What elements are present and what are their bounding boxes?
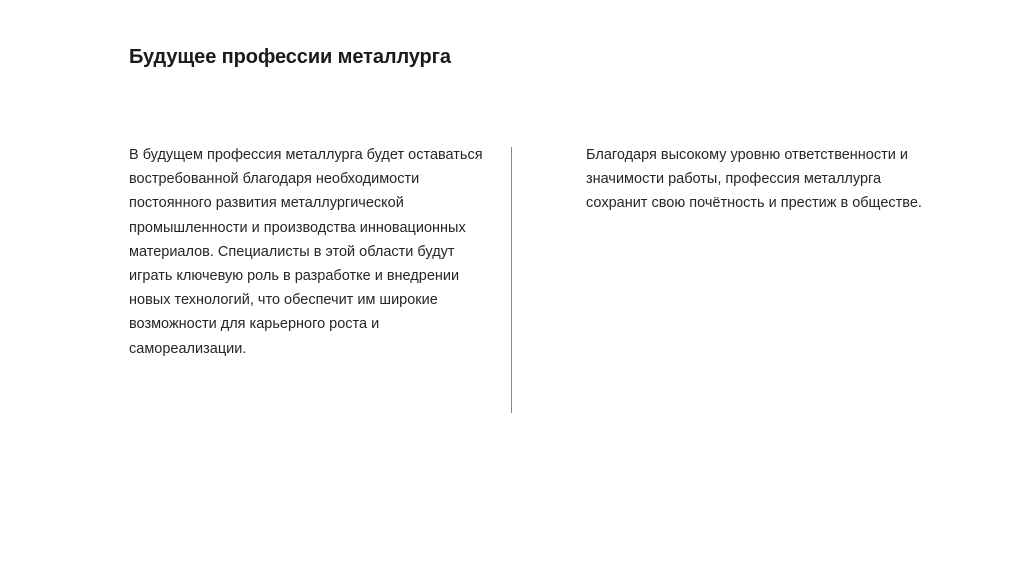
left-text-line: возможности для карьерного роста и [129,316,380,333]
left-text-line: промышленности и производства инновационных [129,219,466,236]
left-text-line: постоянного развития металлургической [129,195,404,212]
right-text-column [586,143,922,216]
left-text-line: В будущем профессия металлурга будет оставаться [129,147,483,163]
left-text-line: материалов. Специалисты в этой области будут [129,243,455,260]
column-divider [511,147,512,413]
left-text-line: востребованной благодаря необходимости [129,171,420,188]
right-text-line: Благодаря высокому уровню ответственности и [586,147,908,163]
right-text-line: сохранит свою почётность и престиж в обществе. [586,195,922,212]
left-text-line: новых технологий, что обеспечит им широкие [129,292,438,309]
left-text-column [129,143,483,361]
slide-title: Будущее профессии металлурга [129,46,451,68]
left-text-line: играть ключевую роль в разработке и внедрении [129,268,460,285]
left-text-line: самореализации. [129,340,247,357]
right-text-line: значимости работы, профессия металлурга [586,171,882,188]
